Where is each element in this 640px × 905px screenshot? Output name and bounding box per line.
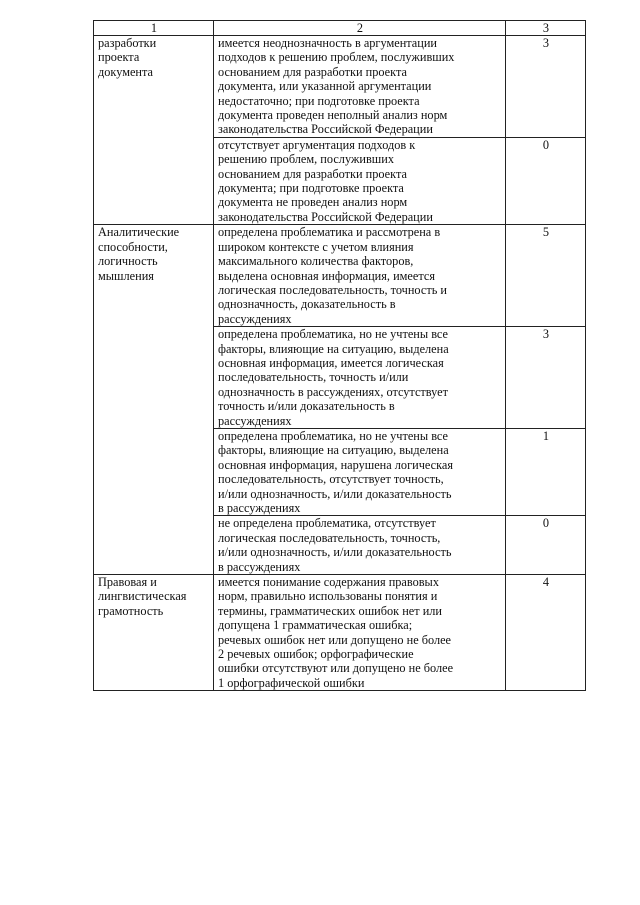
score-cell: 0 (506, 137, 586, 224)
header-col-2: 2 (214, 21, 506, 36)
table-row (94, 225, 586, 327)
score-cell: 3 (506, 36, 586, 138)
criterion-cell: Аналитические способности, логичность мышления (94, 225, 214, 575)
score-cell: 3 (506, 327, 586, 429)
description-cell: определена проблематика, но не учтены все факторы, влияющие на ситуацию, выделена основная информация, имеется логическая последовательность, точность и/или однозначность в рассуждениях, отсутствует точность и/или доказательность в рассуждениях (214, 327, 506, 429)
table-header-row (94, 21, 586, 36)
criterion-cell: разработки проекта документа (94, 36, 214, 225)
description-cell: имеется неоднозначность в аргументации подходов к решению проблем, послуживших основанием для разработки проекта документа, или указанной аргументации недостаточно; при подготовке проекта документа проведен неполный анализ норм законодательства Российской Федерации (214, 36, 506, 138)
description-cell: определена проблематика, но не учтены все факторы, влияющие на ситуацию, выделена основная информация, нарушена логическая последовательность, отсутствует точность, и/или однозначность, и/или доказательность в рассуждениях (214, 428, 506, 515)
header-col-3: 3 (506, 21, 586, 36)
score-cell: 4 (506, 575, 586, 691)
table-row (94, 36, 586, 138)
score-cell: 1 (506, 428, 586, 515)
score-cell: 0 (506, 516, 586, 575)
description-cell: имеется понимание содержания правовых норм, правильно использованы понятия и термины, грамматических ошибок нет или допущена 1 грамматическая ошибка; речевых ошибок нет или допущено не более 2 речевых ошибок; орфографические ошибки отсутствуют или допущено не более 1 орфографической ошибки (214, 575, 506, 691)
table-row (94, 575, 586, 691)
score-cell: 5 (506, 225, 586, 327)
description-cell: отсутствует аргументация подходов к решению проблем, послуживших основанием для разработки проекта документа; при подготовке проекта документа не проведен анализ норм законодательства Российской Федерации (214, 137, 506, 224)
evaluation-criteria-table (93, 20, 586, 691)
header-col-1: 1 (94, 21, 214, 36)
description-cell: не определена проблематика, отсутствует логическая последовательность, точность, и/или однозначность, и/или доказательность в рассуждениях (214, 516, 506, 575)
description-cell: определена проблематика и рассмотрена в широком контексте с учетом влияния максимального количества факторов, выделена основная информация, имеется логическая последовательность, точность и однозначность, доказательность в рассуждениях (214, 225, 506, 327)
criterion-cell: Правовая и лингвистическая грамотность (94, 575, 214, 691)
